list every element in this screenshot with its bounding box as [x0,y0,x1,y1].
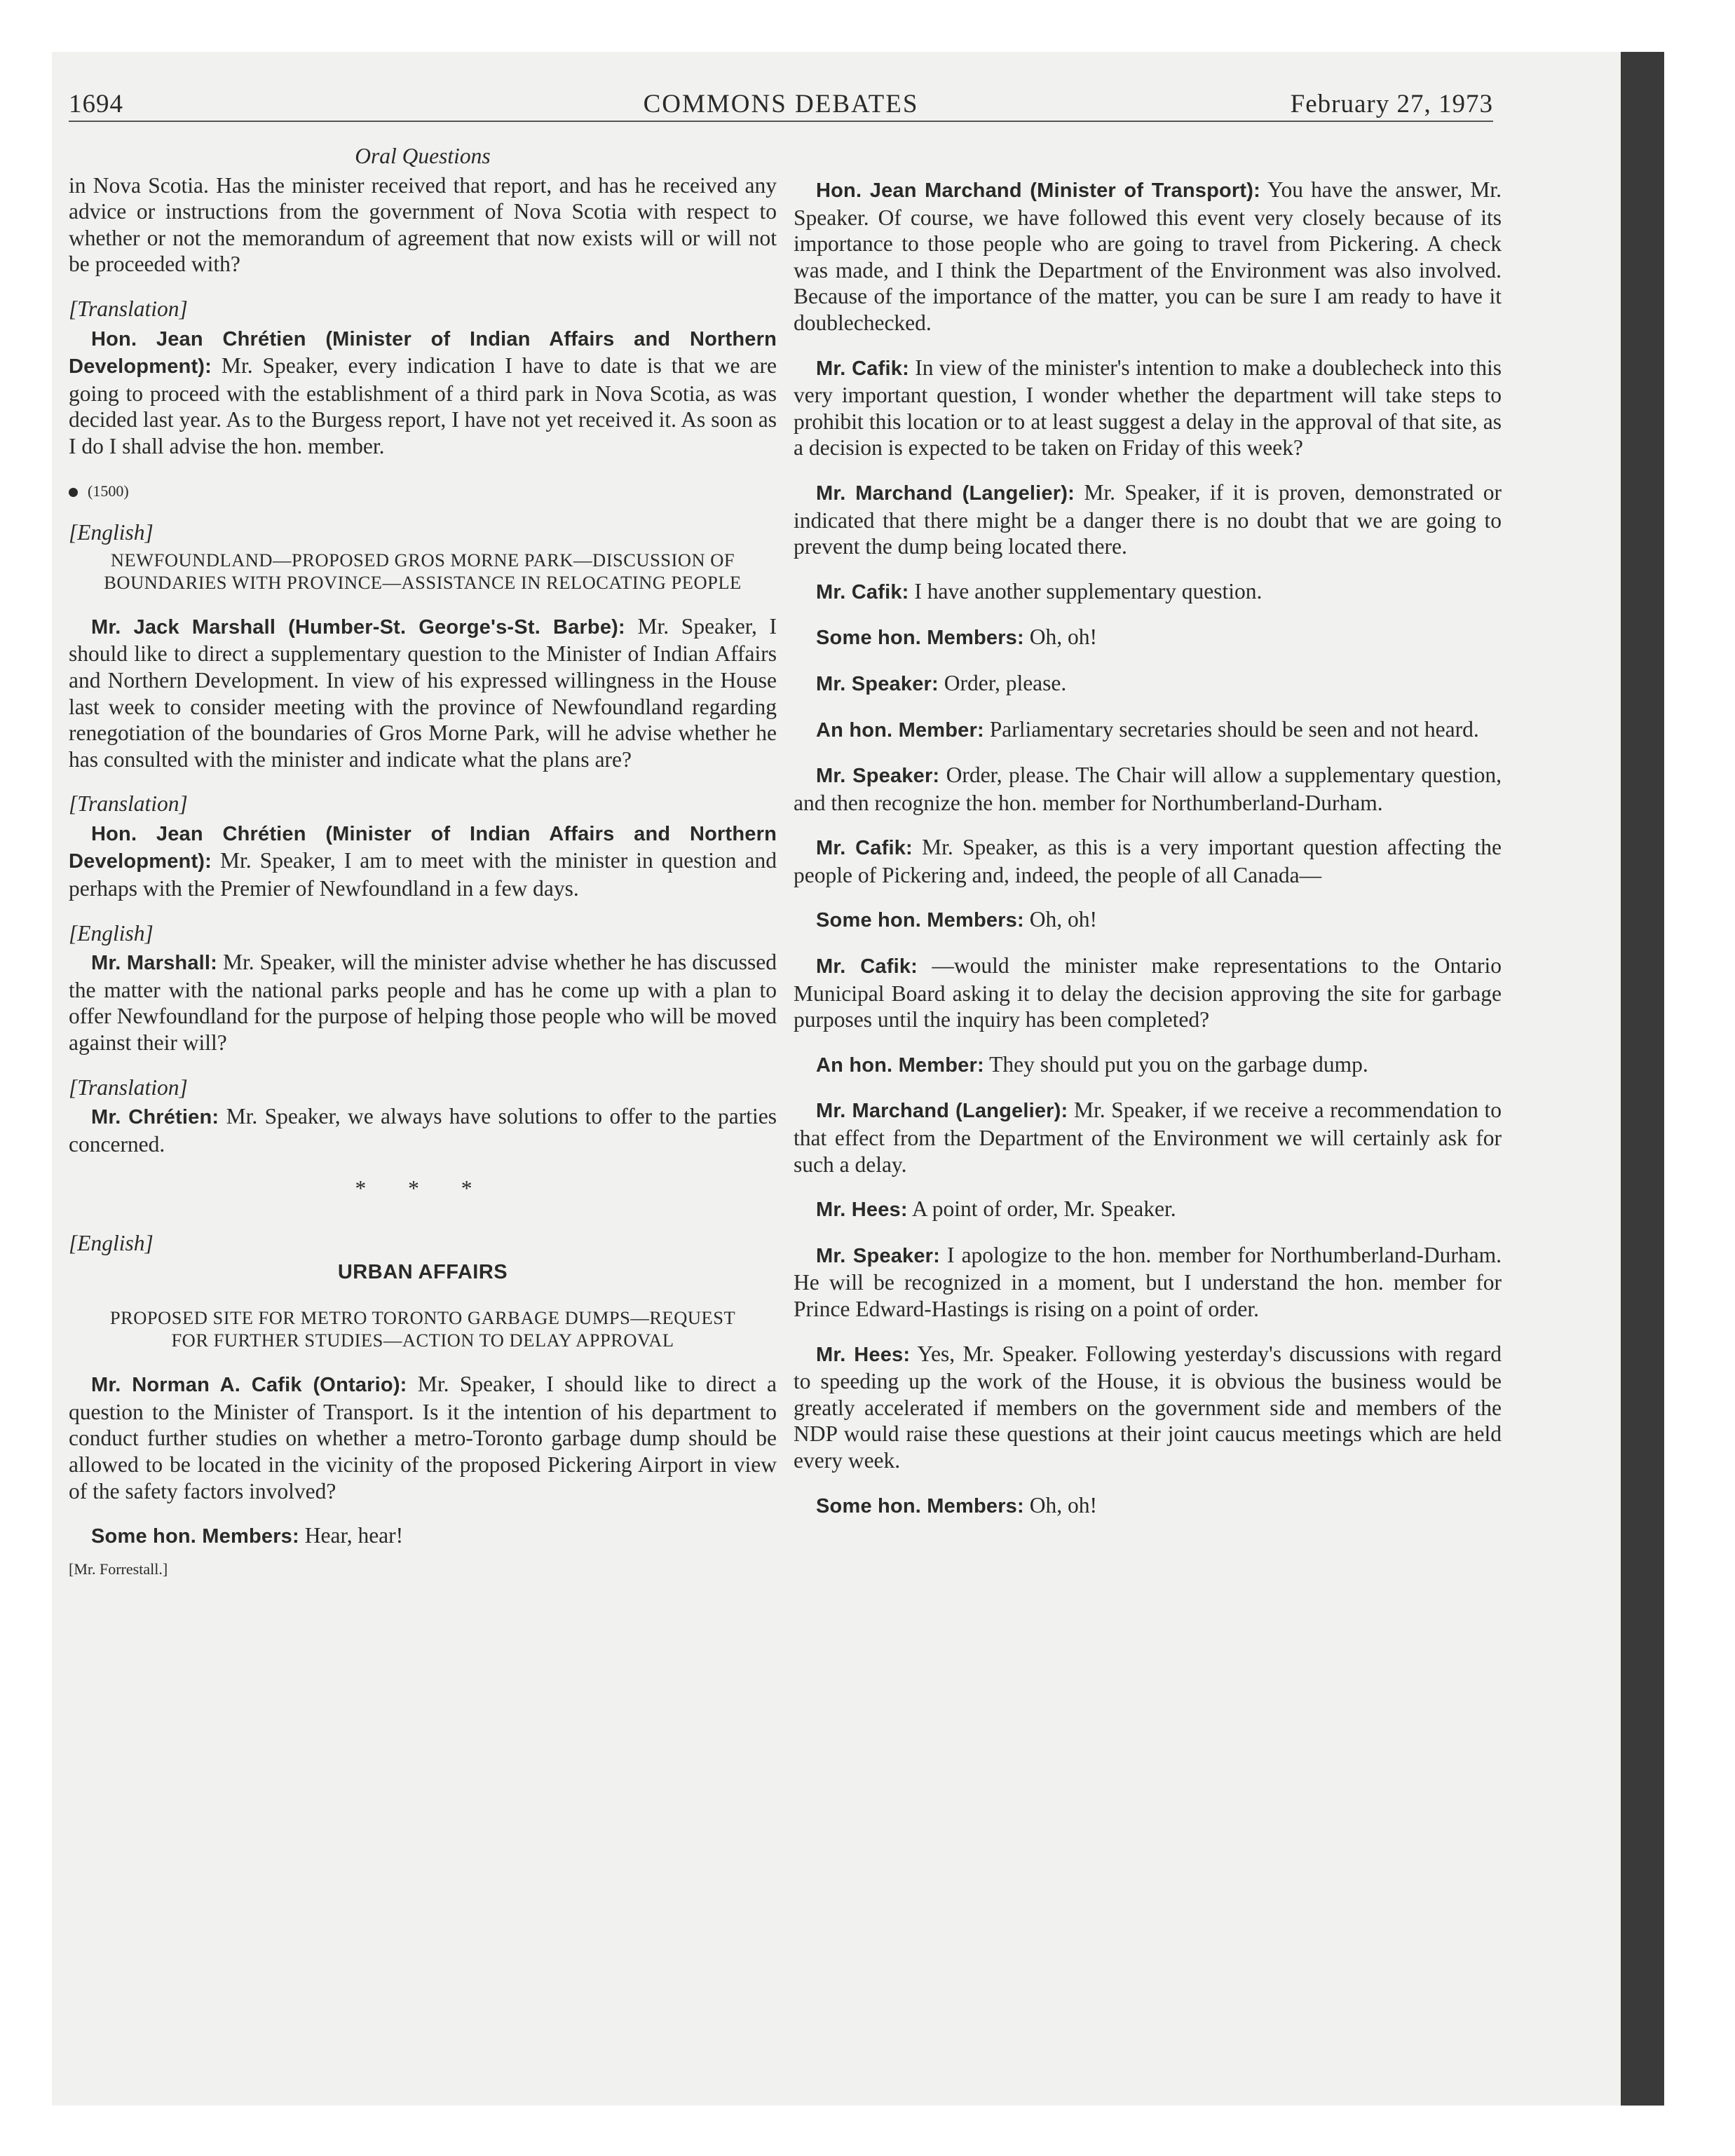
speech-paragraph [794,624,1502,652]
language-tag: [Translation] [69,296,188,321]
speaker-name: Mr. Speaker: [816,765,940,788]
left-column [69,143,777,1600]
speech-paragraph [794,834,1502,888]
page-header [69,86,1493,122]
speaker-name: Mr. Marchand (Langelier): [816,482,1075,505]
speech-paragraph [69,613,777,773]
speech-text: Mr. Speaker, if we receive a recommendation to that effect from the Department of the Environment we will certainly ask for such a delay. [794,1098,1502,1177]
section-title: URBAN AFFAIRS [337,1260,508,1283]
speech-text: Mr. Speaker, as this is a very important question affecting the people of Pickering and, indeed, the people of all Canada— [794,835,1502,887]
scan-edge-bar [1621,52,1664,2106]
speaker-name: Mr. Jack Marshall (Humber-St. George's-St. Barbe): [91,615,625,639]
speaker-name: Hon. Jean Chrétien (Minister of Indian Affairs and Northern Development): [69,327,777,378]
running-head: Oral Questions [355,144,491,168]
bullet-icon [69,488,78,497]
speaker-name: An hon. Member: [816,1053,984,1077]
speaker-name: Mr. Cafik: [816,837,913,860]
subject-heading: NEWFOUNDLAND—PROPOSED GROS MORNE PARK—DISCUSSION OF BOUNDARIES WITH PROVINCE—ASSISTANCE IN RELOCATING PEOPLE [104,549,742,593]
speaker-name: Some hon. Members: [816,909,1024,932]
speaker-name: Hon. Jean Marchand (Minister of Transport): [816,179,1260,202]
speech-paragraph [794,716,1502,744]
speech-paragraph [69,325,777,460]
speech-paragraph [69,1103,777,1157]
speaker-name: Mr. Cafik: [816,357,909,380]
speech-text: I apologize to the hon. member for Northumberland-Durham. He will be recognized in a moment, but I understand the hon. member for Prince Edward-Hastings is rising on a point of order. [794,1242,1502,1321]
speech-paragraph [794,1097,1502,1178]
speaker-name: An hon. Member: [816,718,984,742]
speaker-name: Mr. Norman A. Cafik (Ontario): [91,1374,407,1397]
speech-paragraph [794,670,1502,698]
speaker-name: Some hon. Members: [91,1525,299,1548]
speech-paragraph [69,1371,777,1504]
paragraph: in Nova Scotia. Has the minister received that report, and has he received any advice or instructions from the government of Nova Scotia with respect to whether or not the memorandum of agreement that now exists will or will not be proceeded with? [69,172,777,277]
speech-text: Mr. Speaker, if it is proven, demonstrated or indicated that there might be a danger there is no doubt that we are going to prevent the dump being located there. [794,479,1502,559]
speech-text: Parliamentary secretaries should be seen and not heard. [984,716,1479,742]
right-column [794,177,1502,1538]
speech-text: Order, please. The Chair will allow a supplementary question, and then recognize the hon. member for Northumberland-Durham. [794,763,1502,815]
subject-heading: PROPOSED SITE FOR METRO TORONTO GARBAGE DUMPS—REQUEST FOR FURTHER STUDIES—ACTION TO DELAY APPROVAL [109,1307,736,1351]
page-number: 1694 [69,90,123,118]
speech-text: You have the answer, Mr. Speaker. Of course, we have followed this event very closely because of its importance to those people who are going to travel from Pickering. A check was made, and I think the Department of the Environment was also involved. Because of the importance of the matter, you can be sure I am ready to have it doublechecked. [794,177,1502,335]
speech-paragraph [794,355,1502,461]
speaker-name: Some hon. Members: [816,627,1024,650]
speech-paragraph [794,953,1502,1033]
speech-paragraph [794,1242,1502,1323]
speech-text: I have another supplementary question. [909,578,1263,603]
speech-paragraph [69,949,777,1056]
speaker-name: Mr. Cafik: [816,955,918,978]
speech-paragraph [69,820,777,902]
section-divider: * * * [355,1176,491,1201]
speaker-name: Some hon. Members: [816,1494,1024,1517]
speaker-name: Mr. Cafik: [816,580,909,603]
speech-text: Mr. Speaker, will the minister advise whether he has discussed the matter with the national parks people and has he come up with a plan to offer Newfoundland for the purpose of helping those people who will be moved against their will? [69,950,777,1056]
speaker-name: Mr. Marshall: [91,952,218,975]
page-date: February 27, 1973 [1290,90,1493,118]
speech-text: Mr. Speaker, every indication I have to date is that we are going to proceed with the establishment of a third park in Nova Scotia, as was decided last year. As to the Burgess report, I have not yet received it. As soon as I do I shall advise the hon. member. [69,353,777,458]
speech-text: A point of order, Mr. Speaker. [907,1196,1176,1222]
speech-text: Order, please. [938,670,1067,695]
speech-text: Hear, hear! [299,1523,404,1548]
speaker-name: Mr. Hees: [816,1199,908,1222]
speaker-name: Mr. Hees: [816,1343,911,1366]
language-tag: [English] [69,920,154,946]
language-tag: [English] [69,520,154,545]
footnote: [Mr. Forrestall.] [69,1560,168,1578]
speech-paragraph [794,762,1502,816]
time-marker-text: (1500) [88,482,129,500]
speech-text: They should put you on the garbage dump. [984,1051,1368,1077]
speech-paragraph [794,1492,1502,1520]
speech-text: Oh, oh! [1023,1492,1097,1517]
speech-text: Mr. Speaker, I should like to direct a question to the Minister of Transport. Is it the intention of his department to conduct further studies on whether a metro-Toronto garbage dump should be allowed to be located in the vicinity of the proposed Pickering Airport in view of the safety factors involved? [69,1372,777,1503]
speech-paragraph [794,578,1502,606]
speech-paragraph [794,479,1502,560]
speech-text: —would the minister make representations to the Ontario Municipal Board asking it to delay the decision approving the site for garbage purposes until the inquiry has been completed? [794,953,1502,1032]
speaker-name: Mr. Marchand (Langelier): [816,1100,1068,1123]
speech-text: Yes, Mr. Speaker. Following yesterday's discussions with regard to speeding up the work of the House, it is obvious the business would be greatly accelerated if members on the government side and members of the NDP would raise these questions at their joint caucus meetings which are held every week. [794,1341,1502,1473]
speech-text: Oh, oh! [1023,625,1097,650]
language-tag: [Translation] [69,1074,188,1100]
speech-paragraph [794,177,1502,336]
time-marker [69,478,777,505]
speech-paragraph [794,1341,1502,1474]
speech-paragraph [794,906,1502,934]
speech-text: Mr. Speaker, I am to meet with the minister in question and perhaps with the Premier of Newfoundland in a few days. [69,848,777,901]
speech-paragraph [794,1196,1502,1224]
language-tag: [English] [69,1231,154,1255]
speaker-name: Mr. Chrétien: [91,1106,219,1129]
speaker-name: Hon. Jean Chrétien (Minister of Indian Affairs and Northern Development): [69,822,777,873]
language-tag: [Translation] [69,791,188,817]
speech-text: In view of the minister's intention to make a doublecheck into this very important question, I wonder whether the department will take steps to prohibit this location or to at least suggest a delay in the approval of that site, as a decision is expected to be taken on Friday of this week? [794,355,1502,460]
speaker-name: Mr. Speaker: [816,1244,941,1267]
speech-text: Mr. Speaker, we always have solutions to offer to the parties concerned. [69,1104,777,1157]
speech-text: Mr. Speaker, I should like to direct a supplementary question to the Minister of Indian Affairs and Northern Development. In view of his expressed willingness in the House last week to consider meeting with the province of Newfoundland regarding renegotiation of the boundaries of Gros Morne Park, will he advise whether he has consulted with the minister and indicate what the plans are? [69,613,777,772]
speech-paragraph [794,1051,1502,1079]
speech-paragraph [69,1522,777,1550]
publication-title: COMMONS DEBATES [643,90,919,118]
speaker-name: Mr. Speaker: [816,672,939,695]
speech-text: Oh, oh! [1023,907,1097,932]
